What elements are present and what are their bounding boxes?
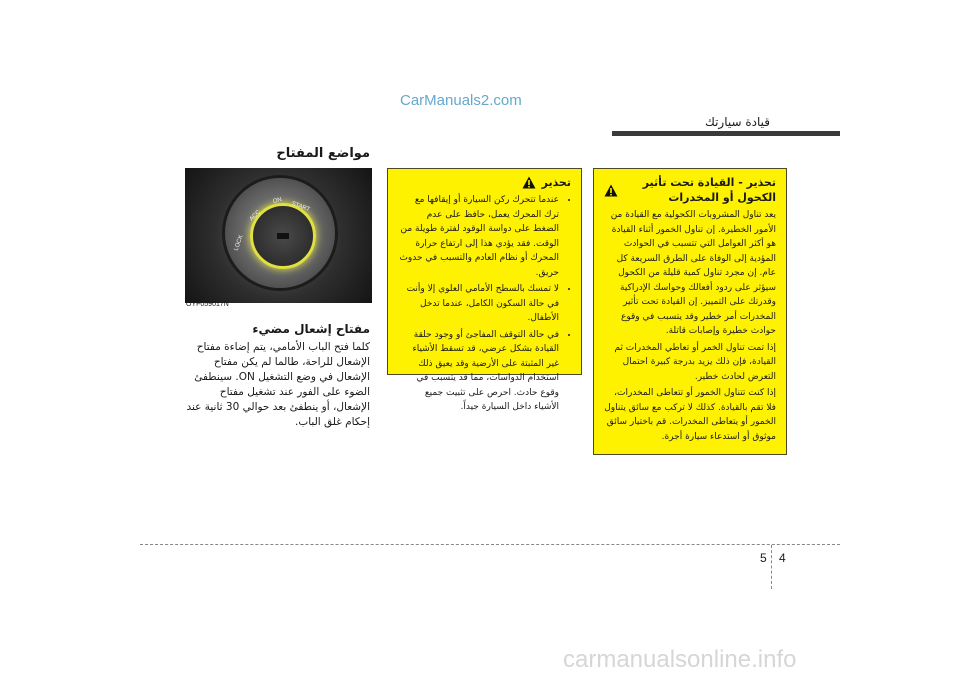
alcohol-paragraph-1: يعد تناول المشروبات الكحولية مع القيادة من الأمور الخطيرة. إن تناول الخمور أثناء القيادة هو أكثر العوامل التي تتسبب في الحوادث المؤدية إلى الوفاة على الطرق السريعة كل عام. إن مجرد تناول كمية قليلة من الكحول سيؤثر على ردود أفعالك وحواسك الإدراكية وقدرتك على التمييز. إن القيادة تحت تأثير المخدرات أمر خطير وقد يتسبب في وقوع حوادث خطيرة وإصابات قاتلة. <box>610 210 776 336</box>
warning-list <box>398 193 571 415</box>
warning-triangle-icon <box>522 176 536 189</box>
key-label-on: ON <box>272 196 283 206</box>
warning-item-2: • لا تمسك بالسطح الأمامي العلوي إلا وأنت في حالة السكون الكامل، عندما تدخل الأطفال. <box>398 282 559 326</box>
key-label-start: START <box>290 200 311 214</box>
warning-box <box>387 168 582 412</box>
warning-heading <box>398 175 571 190</box>
subsection-title: مفتاح إشعال مضيء <box>252 322 370 336</box>
alcohol-paragraph-3: إذا كنت تتناول الخمور أو تتعاطى المخدرات، فلا تقم بالقيادة. كذلك لا تركب مع سائق يتناول الخمور أو يتعاطى المخدرات. قم باختيار سائق موثوق أو استدعاء سيارة أجرة. <box>604 388 776 442</box>
alcohol-warning-box <box>593 168 787 455</box>
section-title: مواضع المفتاح <box>276 146 370 161</box>
subsection-body: كلما فتح الباب الأمامي، يتم إضاءة مفتاح الإشعال للراحة، طالما لم يكن مفتاح الإشعال في وضع التشغيل ON. سينطفئ الضوء على الفور عند تشغيل مفتاح الإشعال، أو ينطفئ بعد حوالي 30 ثانية عند إحكام غلق الباب. <box>186 341 370 428</box>
warning-triangle-icon <box>604 184 618 197</box>
chapter-title: قيادة سيارتك <box>704 115 770 129</box>
warning-heading-text: تحذير <box>541 176 571 189</box>
footer-divider <box>140 544 840 545</box>
alcohol-warning-heading-text: تحذير - القيادة تحت تأثير الكحول أو المخدرات <box>642 176 776 204</box>
watermark-top: CarManuals2.com <box>400 92 522 109</box>
header-bar <box>612 131 840 136</box>
key-label-acc: ACC <box>248 209 262 223</box>
key-slot <box>277 233 289 239</box>
page-number: 4 <box>779 551 786 565</box>
ignition-photo <box>185 168 372 303</box>
key-label-lock: LOCK <box>233 234 245 252</box>
warning-item-1: • عندما تتحرك ركن السيارة أو إيقافها مع ترك المحرك يعمل، حافظ على عدم الضغط على دواسة الوقود لفترة طويلة من الوقت. فقد يؤدي هذا إلى ارتفاع حرارة المحرك أو نظام العادم والتسبب في حدوث حريق. <box>398 193 559 280</box>
page-section-number: 5 <box>760 551 767 565</box>
ignition-ring <box>225 178 335 288</box>
alcohol-warning-heading <box>604 175 776 205</box>
page-number-divider <box>771 545 772 589</box>
alcohol-paragraph-2: إذا تمت تناول الخمر أو تعاطي المخدرات ثم القيادة، فإن ذلك يزيد بدرجة كبيرة احتمال التعرض لحادث خطير. <box>614 342 776 382</box>
photo-code: OYF059017N <box>186 301 229 308</box>
watermark-bottom: carmanualsonline.info <box>563 646 797 673</box>
warning-item-3: • في حالة التوقف المفاجئ أو وجود حلقة القيادة بشكل عرضي، قد تسقط الأشياء غير المثبتة على الأرضية وقد يعيق ذلك استخدام الدواسات، مما قد يتسبب في وقوع حادث. احرص على تثبيت جميع الأشياء داخل السيارة جيداً. <box>398 328 559 415</box>
